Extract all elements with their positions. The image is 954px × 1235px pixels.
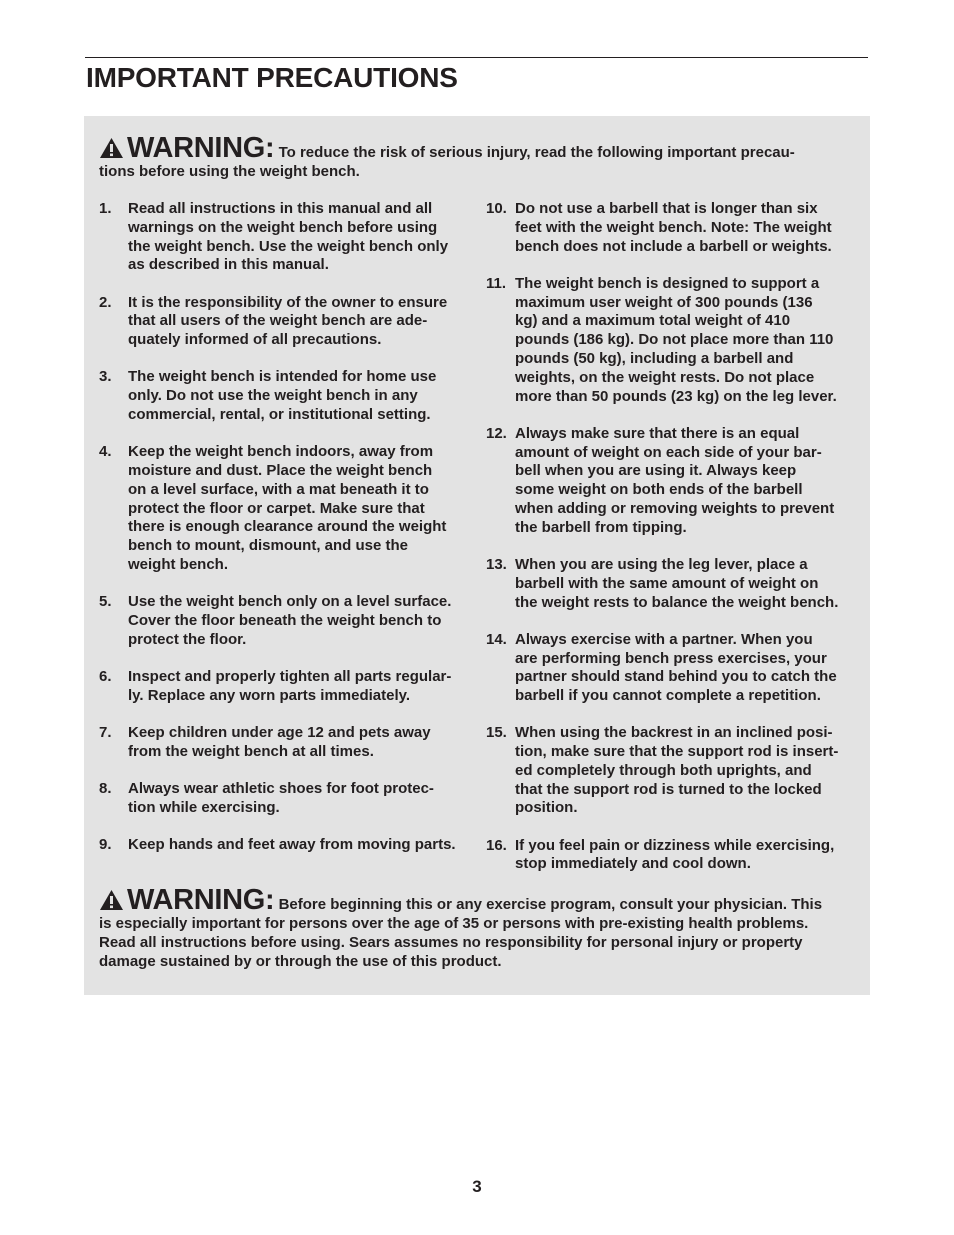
precaution-text: Do not use a barbell that is longer than six feet with the weight bench. Note: The weight bench does not include a barbell or weights.	[515, 200, 832, 255]
precaution-item	[99, 200, 471, 275]
precaution-number: 14.	[486, 630, 507, 648]
precaution-item	[99, 836, 471, 855]
precaution-item	[99, 780, 471, 818]
precaution-text: When you are using the leg lever, place a barbell with the same amount of weight on the weight rests to balance the weight bench.	[515, 555, 839, 611]
precaution-text: The weight bench is intended for home use only. Do not use the weight bench in any commercial, rental, or institutional setting.	[128, 368, 437, 423]
precaution-item	[99, 724, 471, 762]
precaution-number: 15.	[486, 724, 507, 742]
precaution-text: Keep the weight bench indoors, away from moisture and dust. Place the weight bench on a level surface, with a mat beneath it to protect the floor or carpet. Make sure that there is enough clearance around the weight bench to mount, dismount, and use the weight bench.	[128, 443, 447, 573]
precaution-item	[99, 443, 471, 575]
precaution-text: Keep children under age 12 and pets away from the weight bench at all times.	[128, 723, 431, 760]
precautions-list-left	[99, 200, 471, 873]
precaution-item	[486, 837, 858, 875]
precaution-text: Inspect and properly tighten all parts regular- ly. Replace any worn parts immediately.	[128, 667, 452, 704]
precaution-text: When using the backrest in an inclined posi- tion, make sure that the support rod is insert- ed completely through both uprights, and that the support rod is turned to the locked position.	[515, 724, 839, 817]
page-title: IMPORTANT PRECAUTIONS	[86, 62, 458, 93]
warning-triangle-icon	[99, 137, 124, 159]
precaution-number: 5.	[99, 593, 112, 611]
precaution-number: 3.	[99, 368, 112, 386]
warning-top-heading	[99, 132, 274, 164]
warning-top	[99, 132, 859, 181]
precaution-item	[486, 425, 858, 538]
top-rule	[85, 57, 868, 58]
precaution-item	[99, 593, 471, 649]
precaution-text: It is the responsibility of the owner to ensure that all users of the weight bench are ade- quately informed of all precautions.	[128, 293, 448, 349]
precaution-number: 2.	[99, 293, 112, 311]
precaution-number: 8.	[99, 779, 112, 797]
precaution-number: 13.	[486, 555, 507, 573]
precaution-text: Use the weight bench only on a level surface. Cover the floor beneath the weight bench to protect the floor.	[128, 593, 452, 648]
warning-top-label: WARNING:	[127, 132, 275, 164]
precaution-item	[486, 275, 858, 407]
precaution-text: Read all instructions in this manual and all warnings on the weight bench before using the weight bench. Use the weight bench only as described in this manual.	[128, 200, 449, 274]
precaution-item	[486, 631, 858, 706]
warning-bottom-text: Before beginning this or any exercise program, consult your physician. This is especially important for persons over the age of 35 or persons with pre-existing health problems. Read all instructions before using. Sears assumes no responsibility for personal injury or property damage sustained by or through the use of this product.	[99, 896, 823, 970]
precaution-number: 1.	[99, 200, 112, 217]
precaution-number: 9.	[99, 835, 112, 853]
precaution-item	[99, 368, 471, 424]
precaution-text: If you feel pain or dizziness while exercising, stop immediately and cool down.	[515, 836, 835, 873]
precaution-number: 11.	[486, 274, 507, 292]
precaution-item	[99, 668, 471, 706]
precaution-text: Always exercise with a partner. When you are performing bench press exercises, your partner should stand behind you to catch the barbell if you cannot complete a repetition.	[515, 630, 837, 705]
warning-bottom-heading	[99, 884, 274, 916]
precaution-item	[486, 724, 858, 818]
precaution-number: 6.	[99, 667, 112, 685]
precaution-number: 7.	[99, 723, 112, 741]
precaution-number: 16.	[486, 836, 507, 854]
precaution-number: 4.	[99, 443, 112, 461]
precaution-text: The weight bench is designed to support a maximum user weight of 300 pounds (136 kg) and a maximum total weight of 410 pounds (186 kg). Do not place more than 110 pounds (50 kg), including a barbell and weights, on the weight rests. Do not place more than 50 pounds (23 kg) on the leg lever.	[515, 274, 837, 405]
precaution-text: Always make sure that there is an equal amount of weight on each side of your bar- bell when you are using it. Always keep some weight on both ends of the barbell when adding or removing weights to prevent the barbell from tipping.	[515, 424, 835, 536]
page-number: 3	[472, 1177, 482, 1196]
precaution-number: 10.	[486, 200, 507, 217]
precaution-item	[486, 556, 858, 612]
warning-bottom-label: WARNING:	[127, 884, 275, 916]
precaution-text: Always wear athletic shoes for foot protec- tion while exercising.	[128, 779, 434, 816]
precaution-item	[486, 200, 858, 256]
warning-triangle-icon	[99, 889, 124, 911]
precaution-item	[99, 294, 471, 350]
warning-bottom	[99, 884, 859, 971]
precaution-number: 12.	[486, 424, 507, 442]
warning-top-text: To reduce the risk of serious injury, read the following important precau- tions before using the weight bench.	[99, 144, 795, 180]
precautions-list-right	[486, 200, 858, 893]
precaution-text: Keep hands and feet away from moving parts.	[128, 835, 456, 853]
